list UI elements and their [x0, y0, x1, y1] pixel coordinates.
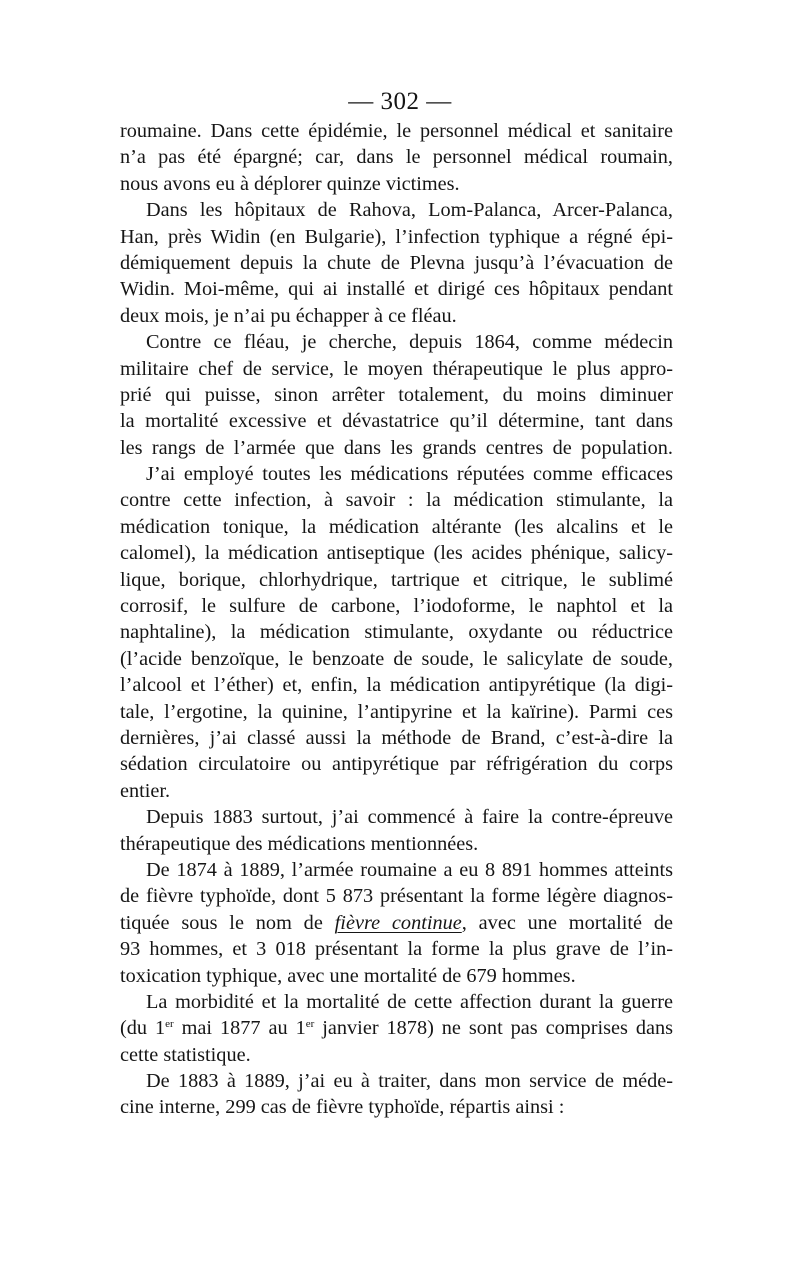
paragraph-first-line: Depuis 1883 surtout, j’ai commencé à faire la contre-épreuve — [146, 806, 673, 829]
text-line: deux mois, je n’ai pu échapper à ce fléau. — [120, 304, 457, 327]
text-line: Han, près Widin (en Bulgarie), l’infection typhique a régné épi- — [120, 225, 673, 248]
text-line: Widin. Moi-même, qui ai installé et dirigé ces hôpitaux pendant — [120, 278, 673, 301]
paragraph-first-line: De 1874 à 1889, l’armée roumaine a eu 8 891 hommes atteints — [146, 858, 673, 881]
text-segment: (du 1 — [120, 1017, 166, 1040]
text-segment: tiquée sous le nom de — [120, 911, 335, 934]
text-line: entier. — [120, 779, 171, 802]
text-line: toxication typhique, avec une mortalité de 679 hommes. — [120, 964, 576, 987]
body-text — [120, 118, 673, 1121]
text-line: naphtaline), la médication stimulante, oxydante ou réductrice — [120, 621, 673, 644]
text-segment: janvier 1878) ne sont pas comprises dans — [314, 1017, 674, 1040]
text-line: prié qui puisse, sinon arrêter totalement, du moins diminuer — [120, 383, 673, 406]
page-number: — 302 — — [348, 88, 452, 115]
text-line: cine interne, 299 cas de fièvre typhoïde, répartis ainsi : — [120, 1096, 565, 1119]
paragraph-first-line: De 1883 à 1889, j’ai eu à traiter, dans mon service de méde- — [146, 1070, 673, 1093]
text-line — [120, 1015, 673, 1041]
text-line: cette statistique. — [120, 1043, 251, 1066]
text-line: les rangs de l’armée que dans les grands centres de population. — [120, 436, 673, 459]
text-line: tale, l’ergotine, la quinine, l’antipyrine et la kaïrine). Parmi ces — [120, 700, 673, 723]
text-line: thérapeutique des médications mentionnées. — [120, 832, 479, 855]
text-line: démiquement depuis la chute de Plevna jusqu’à l’évacuation de — [120, 251, 673, 274]
text-line: calomel), la médication antiseptique (les acides phénique, salicy- — [120, 542, 673, 565]
paragraph-first-line: La morbidité et la mortalité de cette affection durant la guerre — [146, 990, 673, 1013]
paragraph-first-line: J’ai employé toutes les médications réputées comme efficaces — [146, 463, 673, 486]
text-line: nous avons eu à déplorer quinze victimes. — [120, 172, 460, 195]
italic-term: fièvre continue — [334, 911, 462, 934]
text-line: l’alcool et l’éther) et, enfin, la médication antipyrétique (la digi- — [120, 674, 673, 697]
text-segment: mai 1877 au 1 — [173, 1017, 306, 1040]
text-line: 93 hommes, et 3 018 présentant la forme la plus grave de l’in- — [120, 938, 673, 961]
superscript: er — [305, 1018, 315, 1031]
paragraph-first-line: Dans les hôpitaux de Rahova, Lom-Palanca, Arcer-Palanca, — [146, 199, 673, 222]
text-line: contre cette infection, à savoir : la médication stimulante, la — [120, 489, 673, 512]
text-line: n’a pas été épargné; car, dans le personnel médical roumain, — [120, 146, 673, 169]
text-line: roumaine. Dans cette épidémie, le personnel médical et sanitaire — [120, 120, 673, 142]
text-line: sédation circulatoire ou antipyrétique par réfrigération du corps — [120, 753, 673, 776]
text-line: lique, borique, chlorhydrique, tartrique et citrique, le sublimé — [120, 568, 673, 591]
text-line: médication tonique, la médication altérante (les alcalins et le — [120, 515, 673, 538]
text-line: la mortalité excessive et dévastatrice qu’il détermine, tant dans — [120, 410, 673, 433]
text-line: de fièvre typhoïde, dont 5 873 présentant la forme légère diagnos- — [120, 885, 673, 908]
text-line — [120, 910, 673, 936]
text-line: dernières, j’ai classé aussi la méthode de Brand, c’est-à-dire la — [120, 726, 673, 749]
paragraph-first-line: Contre ce fléau, je cherche, depuis 1864, comme médecin — [146, 331, 673, 354]
text-segment: , avec une mortalité de — [461, 911, 673, 934]
text-line: militaire chef de service, le moyen thérapeutique le plus appro- — [120, 357, 673, 380]
text-line: corrosif, le sulfure de carbone, l’iodoforme, le naphtol et la — [120, 595, 673, 618]
superscript: er — [165, 1018, 174, 1031]
text-line: (l’acide benzoïque, le benzoate de soude, le salicylate de soude, — [120, 647, 673, 670]
